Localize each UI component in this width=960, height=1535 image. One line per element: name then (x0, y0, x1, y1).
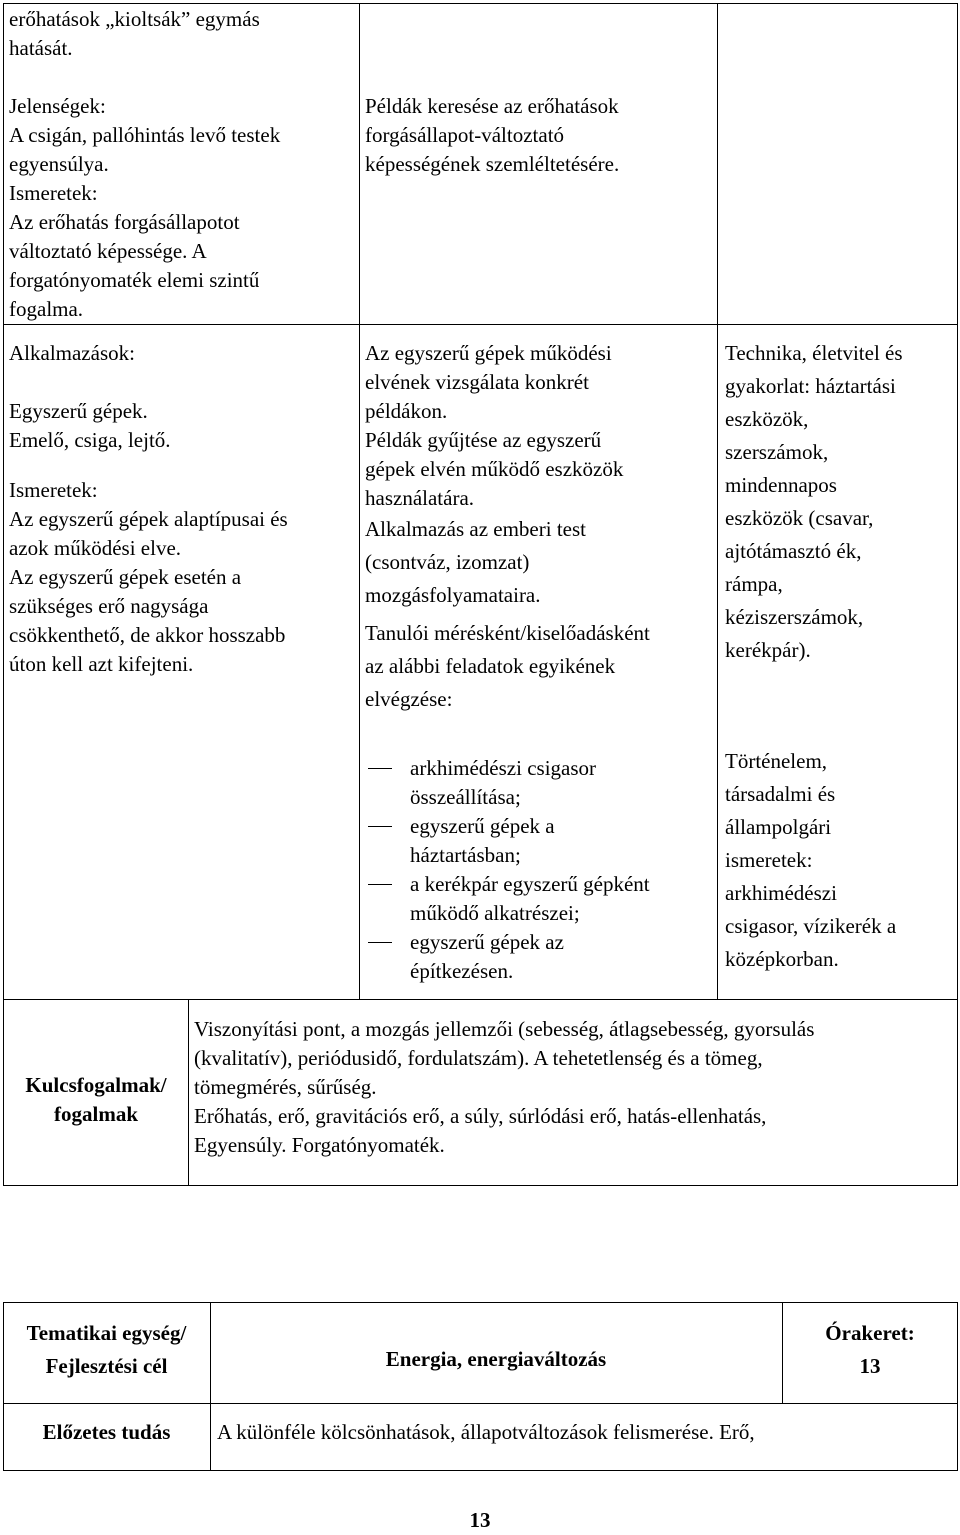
unit-title: Energia, energiaváltozás (385, 1347, 607, 1371)
row-divider (3, 324, 958, 325)
unit-divider-1 (210, 1302, 211, 1471)
list-item: egyszerű gépek az építkezésen. (365, 928, 715, 986)
connections-cell-tortenelem: Történelem, társadalmi és állampolgári ismeretek: arkhimédészi csigasor, vízikerék a középkorban. (725, 749, 897, 971)
hours-cell: Órakeret: 13 (825, 1321, 915, 1378)
list-item: egyszerű gépek a háztartásban; (365, 812, 715, 870)
prior-knowledge-text: A különféle kölcsönhatások, állapotváltozások felismerése. Erő, (217, 1420, 755, 1444)
unit-row-divider (3, 1403, 958, 1404)
col-divider-1 (359, 3, 360, 1000)
activity-cell-1: Példák keresése az erőhatások forgásállapot-változtató képességének szemléltetésére. (365, 94, 620, 176)
list-item: arkhimédészi csigasor összeállítása; (365, 754, 715, 812)
applications-cell: Alkalmazások: Egyszerű gépek. Emelő, csiga, lejtő. Ismeretek: Az egyszerű gépek alaptípusai és azok működési elve. Az egyszerű gépek esetén a szükséges erő nagysága csökkenthető, de akkor hosszabb úton kell azt kifejteni. (9, 341, 288, 676)
prior-knowledge-label: Előzetes tudás (42, 1420, 171, 1444)
activity-cell-2: Az egyszerű gépek működési elvének vizsgálata konkrét példákon. Példák gyűjtése az egyszerű gépek elvén működő eszközök használatára. Alkalmazás az emberi test (csontváz, izomzat) mozgásfolyamataira. Tanulói mérésként/kiselőadásként az alábbi feladatok egyikének elvégzése: (365, 341, 650, 711)
key-concepts-divider (188, 999, 189, 1186)
key-concepts-label: Kulcsfogalmak/ fogalmak (25, 1073, 167, 1126)
list-item: a kerékpár egyszerű gépként működő alkatrészei; (365, 870, 715, 928)
task-list (365, 754, 715, 986)
col-divider-2 (717, 3, 718, 1000)
phenomena-cell: erőhatások „kioltsák” egymás hatását. Jelenségek: A csigán, pallóhintás levő testek egyensúlya. Ismeretek: Az erőhatás forgásállapotot változtató képessége. A forgatónyomaték elemi szintű fogalma. (9, 7, 281, 321)
page-number: 13 (469, 1508, 491, 1532)
connections-cell-technika: Technika, életvitel és gyakorlat: háztartási eszközök, szerszámok, mindennapos eszközök (csavar, ajtótámasztó ék, rámpa, kéziszerszámok, kerékpár). (725, 341, 903, 662)
key-concepts-text: Viszonyítási pont, a mozgás jellemzői (sebesség, átlagsebesség, gyorsulás (kvalitatív), periódusidő, fordulatszám). A tehetetlenség és a tömeg, tömegmérés, sűrűség. Erőhatás, erő, gravitációs erő, a súly, súrlódási erő, hatás-ellenhatás, Egyensúly. Forgatónyomaték. (194, 1017, 815, 1157)
unit-label: Tematikai egység/ Fejlesztési cél (26, 1321, 187, 1378)
